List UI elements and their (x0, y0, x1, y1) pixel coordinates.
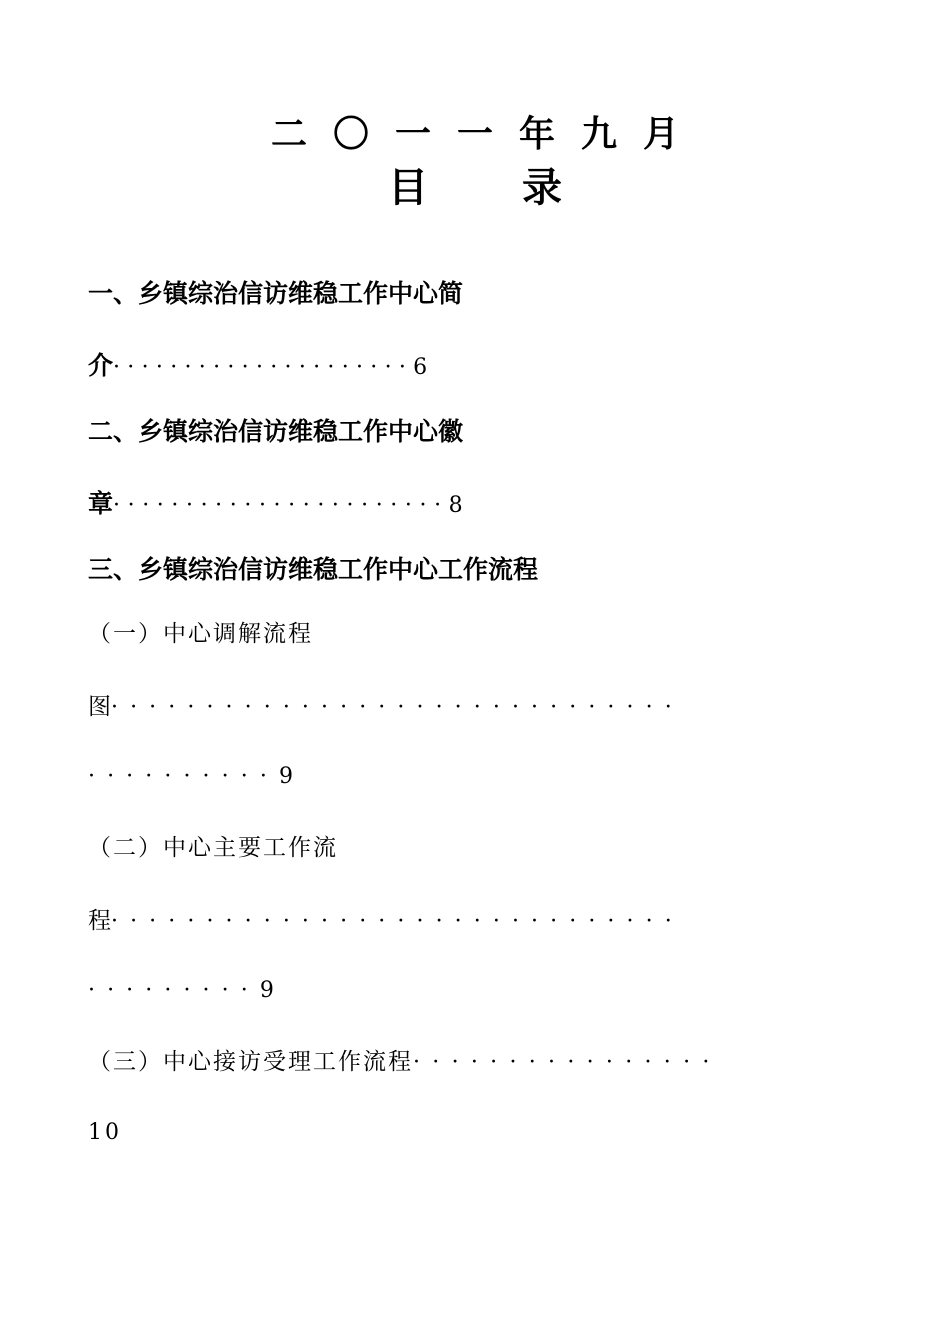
toc-item-1-leader[interactable] (88, 346, 427, 382)
toc-item-1-page: 6 (413, 355, 428, 380)
toc-sub-2-leader[interactable] (88, 902, 684, 935)
toc-sub-1-page: 9 (278, 764, 293, 789)
toc-sub-3-dots: ················ (413, 1050, 722, 1075)
toc-sub-2-dots: ······························ (111, 909, 684, 934)
toc-sub-2-lead: 程 (88, 908, 111, 934)
toc-sub-1-leader-cont[interactable] (88, 764, 293, 789)
toc-item-1-heading[interactable]: 一、乡镇综治信访维稳工作中心简 (88, 279, 464, 308)
toc-item-2-lead: 章 (88, 489, 114, 518)
toc-sub-2-dots-cont: ········· (88, 978, 260, 1003)
toc-item-2-leader[interactable] (88, 484, 463, 520)
toc-sub-1-leader[interactable] (88, 688, 684, 721)
toc-sub-1-dots: ······························ (111, 695, 684, 720)
toc-item-3-heading[interactable]: 三、乡镇综治信访维稳工作中心工作流程 (88, 555, 539, 584)
toc-item-2-dots: ······················· (113, 493, 449, 518)
toc-sub-3-page-line[interactable] (88, 1120, 122, 1145)
toc-sub-2-page: 9 (259, 978, 274, 1003)
toc-sub-2-heading[interactable]: （二）中心主要工作流 (88, 835, 338, 861)
toc-item-2-page: 8 (448, 493, 463, 518)
toc-sub-1-heading[interactable]: （一）中心调解流程 (88, 621, 313, 647)
toc-sub-1-lead: 图 (88, 694, 111, 720)
toc-sub-3-heading: （三）中心接访受理工作流程 (88, 1049, 413, 1075)
toc-sub-3-page: 10 (88, 1120, 122, 1145)
toc-item-1-lead: 介 (88, 351, 114, 380)
toc-sub-3-leader[interactable] (88, 1043, 722, 1076)
toc-sub-2-leader-cont[interactable] (88, 978, 274, 1003)
toc-item-1-dots: ····················· (113, 355, 414, 380)
toc-item-2-heading[interactable]: 二、乡镇综治信访维稳工作中心徽 (88, 417, 464, 446)
page-title: 目录 (388, 165, 656, 211)
toc-sub-1-dots-cont: ·········· (88, 764, 279, 789)
document-date: 二〇一一年九月 (270, 114, 705, 155)
